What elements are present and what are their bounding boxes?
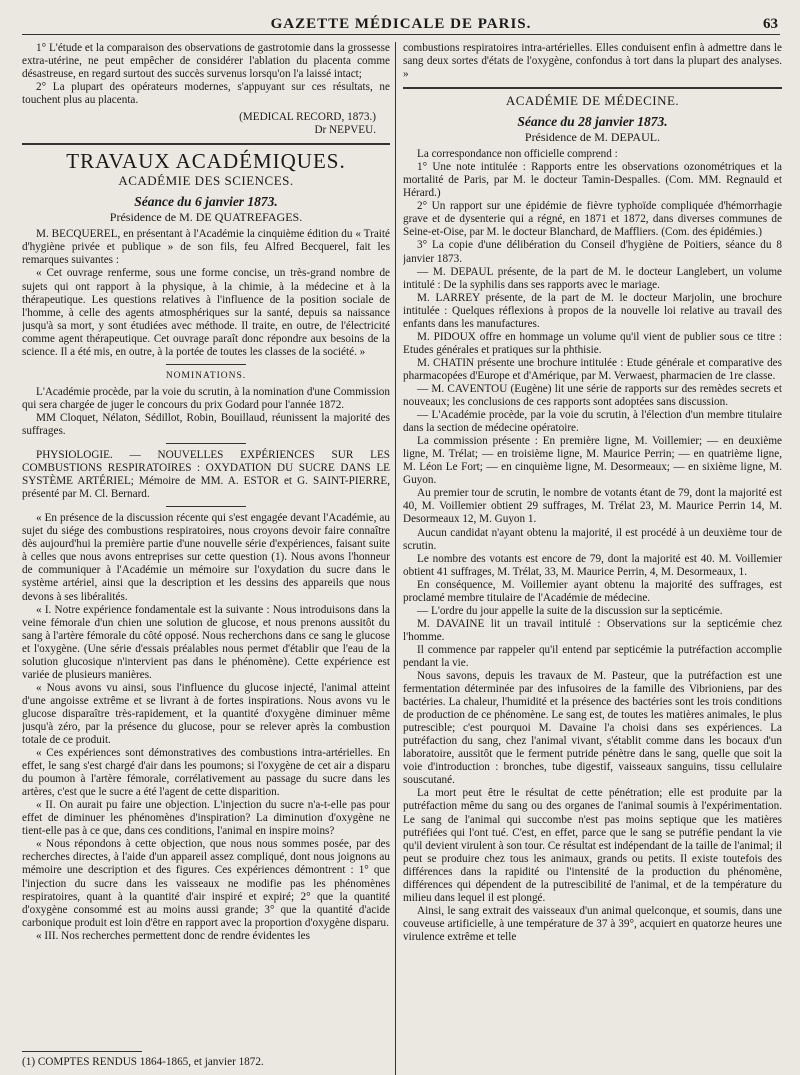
- column-rule: [395, 42, 396, 1075]
- nominations-paragraph-2: MM Cloquet, Nélaton, Sédillot, Robin, Bouillaud, réunissent la majorité des suffrages.: [22, 411, 390, 437]
- presentation-8: Au premier tour de scrutin, le nombre de votants étant de 79, dont la majorité est 40, M. Voillemier obtient 29 suffrages, M. Trélat 23, M. Maurice Perrin 14, M. Desormeaux 12, M. Guyon 1.: [403, 487, 782, 526]
- physiologie-heading: PHYSIOLOGIE. — NOUVELLES EXPÉRIENCES SUR LES COMBUSTIONS RESPIRATOIRES : OXYDATION DU SUCRE DANS LE SYSTÈME ARTÉRIEL; Mémoire de MM. A. ESTOR et G. SAINT-PIERRE, présenté par M. Cl. Bernard.: [22, 449, 390, 501]
- continued-paragraph: combustions respiratoires intra-artérielles. Elles conduisent enfin à admettre dans le sang deux sortes d'états de l'oxygène, confondus à tort dans la plupart des analyses. »: [403, 42, 782, 81]
- correspondance-item-3: 3° La copie d'une délibération du Conseil d'hygiène de Poitiers, séance du 8 janvier 1873.: [403, 239, 782, 265]
- presentation-12: — L'ordre du jour appelle la suite de la discussion sur la septicémie.: [417, 604, 723, 617]
- section-title: TRAVAUX ACADÉMIQUES.: [66, 149, 346, 174]
- presentation-16: La mort peut être le résultat de cette pénétration; elle est produite par la putréfaction même du sang ou des organes de l'animal soumis à l'expérimentation. Le sang de l'animal qui succombe n'est pas moins septique que les matières putréfiées qui l'ont tué. C'est, en effet, parce que le sang se putréfie pendant la vie qu'il devient virulent à son tour. Ce résultat est indépendant de la taille de l'animal; il peut se produire chez tous les animaux, grands ou petits. Il existe toutefois des différences dans la rapidité ou l'intensité de la production du phénomène, différences qui dépendent de la putrescibilité de l'animal, et de la température du milieu dans lequel il est plongé.: [403, 787, 782, 904]
- correspondance-title: La correspondance non officielle comprend :: [417, 148, 618, 161]
- presentation-10: Le nombre des votants est encore de 79, dont la majorité est 40. M. Voillemier obtient 41 suffrages, M. Trélat, 33, M. Maurice Perrin, 4, M. Desormeaux, 1.: [403, 552, 782, 578]
- section-divider: [403, 87, 782, 89]
- presentation-15: Nous savons, depuis les travaux de M. Pasteur, que la putréfaction est une fermentation déterminée par des infusoires de la famille des Vibrioniens, par des bactéries. La chaleur, l'humidité et la présence des bactéries sont les trois conditions de production de ce phénomène. Le sang est, de toutes les matières animales, le plus putrescible; c'est pourquoi M. Davaine l'a choisi dans ses expériences. La putréfaction du sang, chez l'animal vivant, s'établit comme dans les bocaux d'un laboratoire, aussitôt que le ferment putride pénètre dans le sang, quelle que soit la voie d'introduction : bronches, tube digestif, vaisseaux sanguins, tissu cellulaire souscutané.: [403, 670, 782, 787]
- presentation-11: En conséquence, M. Voillemier ayant obtenu la majorité des suffrages, est proclamé membre titulaire de l'Académie de médecine.: [403, 578, 782, 604]
- divider: [166, 443, 246, 444]
- page-number: 63: [763, 16, 778, 32]
- presentation-5: — M. CAVENTOU (Eugène) lit une série de rapports sur des remèdes secrets et nouveaux; les conclusions de ces rapports sont adoptées sans discussion.: [403, 382, 782, 409]
- body-paragraph-7: « III. Nos recherches permettent donc de rendre évidentes les: [36, 929, 310, 942]
- intro-paragraph-1: 1° L'étude et la comparaison des observations de gastrotomie dans la grossesse extra-utérine, ne peut empêcher de considérer l'ablation du placenta comme désastreuse, en regard surtout des succès survenus lorsqu'on l'a laissé intact;: [22, 42, 390, 81]
- body-paragraph-4: « Ces expériences sont démonstratives des combustions intra-artérielles. En effet, le sang s'est chargé d'air dans les poumons; si l'oxygène de cet air a disparu du poumon à l'artère fémorale, corrélativement au passage du sucre dans les artères, c'est que le sucre a été l'agent de cette disparition.: [22, 747, 390, 799]
- author-signature: Dr NEPVEU.: [314, 124, 376, 137]
- body-paragraph-5: « II. On aurait pu faire une objection. L'injection du sucre n'a-t-elle pas pour effet de diminuer les phénomènes d'inspiration? La diminution d'oxygène ne tient-elle pas à ce que, dans ces conditions, l'animal en inspire moins?: [22, 799, 390, 838]
- seance-date: Séance du 6 janvier 1873.: [134, 194, 278, 210]
- presentation-9: Aucun candidat n'ayant obtenu la majorité, il est procédé à un deuxième tour de scrutin.: [403, 526, 782, 552]
- body-paragraph-1: « En présence de la discussion récente qui s'est engagée devant l'Académie, au sujet du siége des combustions respiratoires, nous croyons devoir faire connaître dès aujourd'hui la première partie d'une nouvelle série d'expériences, faisant suite à celles que nous avons entreprises sur cette question (1). Nous avons l'honneur de communiquer à l'Académie un mémoire sur l'oxydation du sucre dans le système artériel, ainsi que la description et les dessins des appareils que nous devons à ses libéralités.: [22, 512, 390, 603]
- body-paragraph-2: « I. Notre expérience fondamentale est la suivante : Nous introduisons dans la veine fémorale d'un chien une solution de glucose, et nous prenons aussitôt du sang à l'artère fémorale du côté opposé. Nous recherchons dans ce sang le glucose et l'oxygène. (Une série d'essais préalables nous permet d'établir que l'eau de la solution glucosique n'intervient pas dans le phénomène). Cette expérience est variée de plusieurs manières.: [22, 603, 390, 681]
- correspondance-item-2: 2° Un rapport sur une épidémie de fièvre typhoïde compliquée d'hémorrhagie grave et de dysenterie qui a régné, en 1871 et 1872, dans diverses communes de Seine-et-Oise, par M. le docteur Blanchard, de Maffliers. (Com. des épidémies.): [403, 200, 782, 239]
- citation: (MEDICAL RECORD, 1873.): [239, 111, 376, 124]
- quote-paragraph: « Cet ouvrage renferme, sous une forme concise, un très-grand nombre de sujets qui ont rapport à la physique, à la chimie, à la médecine et à la thérapeutique. Les questions relatives à l'influence de la position sociale de l'homme, à celle des agents atmosphériques sur la santé, depuis sa naissance jusqu'à sa mort, y sont étudiées avec méthode. Il traite, en outre, de l'électricité comme agent thérapeutique. Cet ouvrage paraît donc répondre aux besoins de la science. Il a été mis, en outre, à la portée de toutes les classes de la société. »: [22, 267, 390, 358]
- left-column: [22, 42, 390, 1075]
- presentation-6: — L'Académie procède, par la voie du scrutin, à l'élection d'un membre titulaire dans la section de médecine opératoire.: [403, 409, 782, 435]
- right-column: [403, 42, 782, 1075]
- presentation-7: La commission présente : En première ligne, M. Voillemier; — en deuxième ligne, M. Trélat; — en troisième ligne, M. Maurice Perrin; — en quatrième ligne, M. Léon Le Fort; — en cinquième ligne, M. Desormeaux; — en sixième ligne, M. Guyon.: [403, 435, 782, 487]
- correspondance-item-1: 1° Une note intitulée : Rapports entre les observations ozonométriques et la mortalité de Paris, par M. le docteur Tamin-Despalles. (Com. MM. Regnauld et Hérard.): [403, 161, 782, 200]
- section-divider: [22, 143, 390, 145]
- divider: [166, 506, 246, 507]
- footnote-text: (1) COMPTES RENDUS 1864-1865, et janvier 1872.: [22, 1055, 264, 1068]
- presidence: Présidence de M. DE QUATREFAGES.: [109, 210, 303, 225]
- becquerel-paragraph: M. BECQUEREL, en présentant à l'Académie la cinquième édition du « Traité d'hygiène privée et publique » de son fils, feu Alfred Becquerel, fait les remarques suivantes :: [22, 228, 390, 267]
- body-paragraph-3: « Nous avons vu ainsi, sous l'influence du glucose injecté, l'animal atteint d'une angoisse extrême et se livrant à de fortes inspirations. Nous avons vu le glucose disparaître très-rapidement, et la quantité d'oxygène diminuer même jusqu'à zéro, par la présence du glucose, pour se relever après la combustion totale de ce produit.: [22, 681, 390, 747]
- presentation-14: Il commence par rappeler qu'il entend par septicémie la putréfaction accomplie pendant la vie.: [403, 643, 782, 669]
- seance-date: Séance du 28 janvier 1873.: [517, 114, 668, 130]
- intro-paragraph-2: 2° La plupart des opérateurs modernes, s'appuyant sur ces résultats, ne touchent plus au placenta.: [22, 81, 390, 107]
- presentation-4: M. CHATIN présente une brochure intitulée : Etude générale et comparative des pharmacopées d'Europe et d'Amérique, par M. Verwaest, pharmacien de 1re classe.: [403, 356, 782, 382]
- presentation-17: Ainsi, le sang extrait des vaisseaux d'un animal quelconque, et soumis, dans une couveuse artificielle, à une température de 37 à 39°, acquiert en quatorze heures une virulence extrême et telle: [403, 904, 782, 943]
- academy-name: ACADÉMIE DE MÉDECINE.: [505, 93, 680, 109]
- page-header: [22, 6, 780, 35]
- nominations-title: NOMINATIONS.: [165, 370, 247, 381]
- presentation-13: M. DAVAINE lit un travail intitulé : Observations sur la septicémie chez l'homme.: [403, 617, 782, 643]
- presidence: Présidence de M. DEPAUL.: [524, 130, 661, 145]
- academy-name: ACADÉMIE DES SCIENCES.: [118, 173, 294, 189]
- presentation-1: — M. DEPAUL présente, de la part de M. le docteur Langlebert, un volume intitulé : De la syphilis dans ses rapports avec le mariage.: [403, 265, 782, 291]
- presentation-3: M. PIDOUX offre en hommage un volume qu'il vient de publier sous ce titre : Etudes générales et pratiques sur la phthisie.: [403, 330, 782, 356]
- presentation-2: M. LARREY présente, de la part de M. le docteur Marjolin, une brochure intitulée : Quelques réflexions à propos de la nouvelle loi relative au travail des enfants dans les manufactures.: [403, 291, 782, 330]
- body-paragraph-6: « Nous répondons à cette objection, que nous nous sommes posée, par des recherches directes, à l'aide d'un appareil assez compliqué, dont nous joignons au mémoire une description et des figures. Ces expériences démontrent : 1° que l'injection du sucre dans les vaisseaux ne modifie pas les phénomènes respiratoires, quant à la quantité d'air inspiré et expiré; 2° que la quantité d'oxygène consommé est au moins aussi grande; 3° que la quantité d'acide carbonique produit est loin d'être en rapport avec la proportion d'oxygène disparu.: [22, 838, 390, 929]
- footnote: [22, 1051, 390, 1069]
- divider: [166, 364, 246, 365]
- columns: [22, 42, 780, 1075]
- nominations-paragraph-1: L'Académie procède, par la voie du scrutin, à la nomination d'une Commission qui sera chargée de juger le concours du prix Godard pour l'année 1872.: [22, 385, 390, 411]
- footnote-rule: [22, 1051, 142, 1052]
- journal-title: GAZETTE MÉDICALE DE PARIS.: [270, 16, 532, 32]
